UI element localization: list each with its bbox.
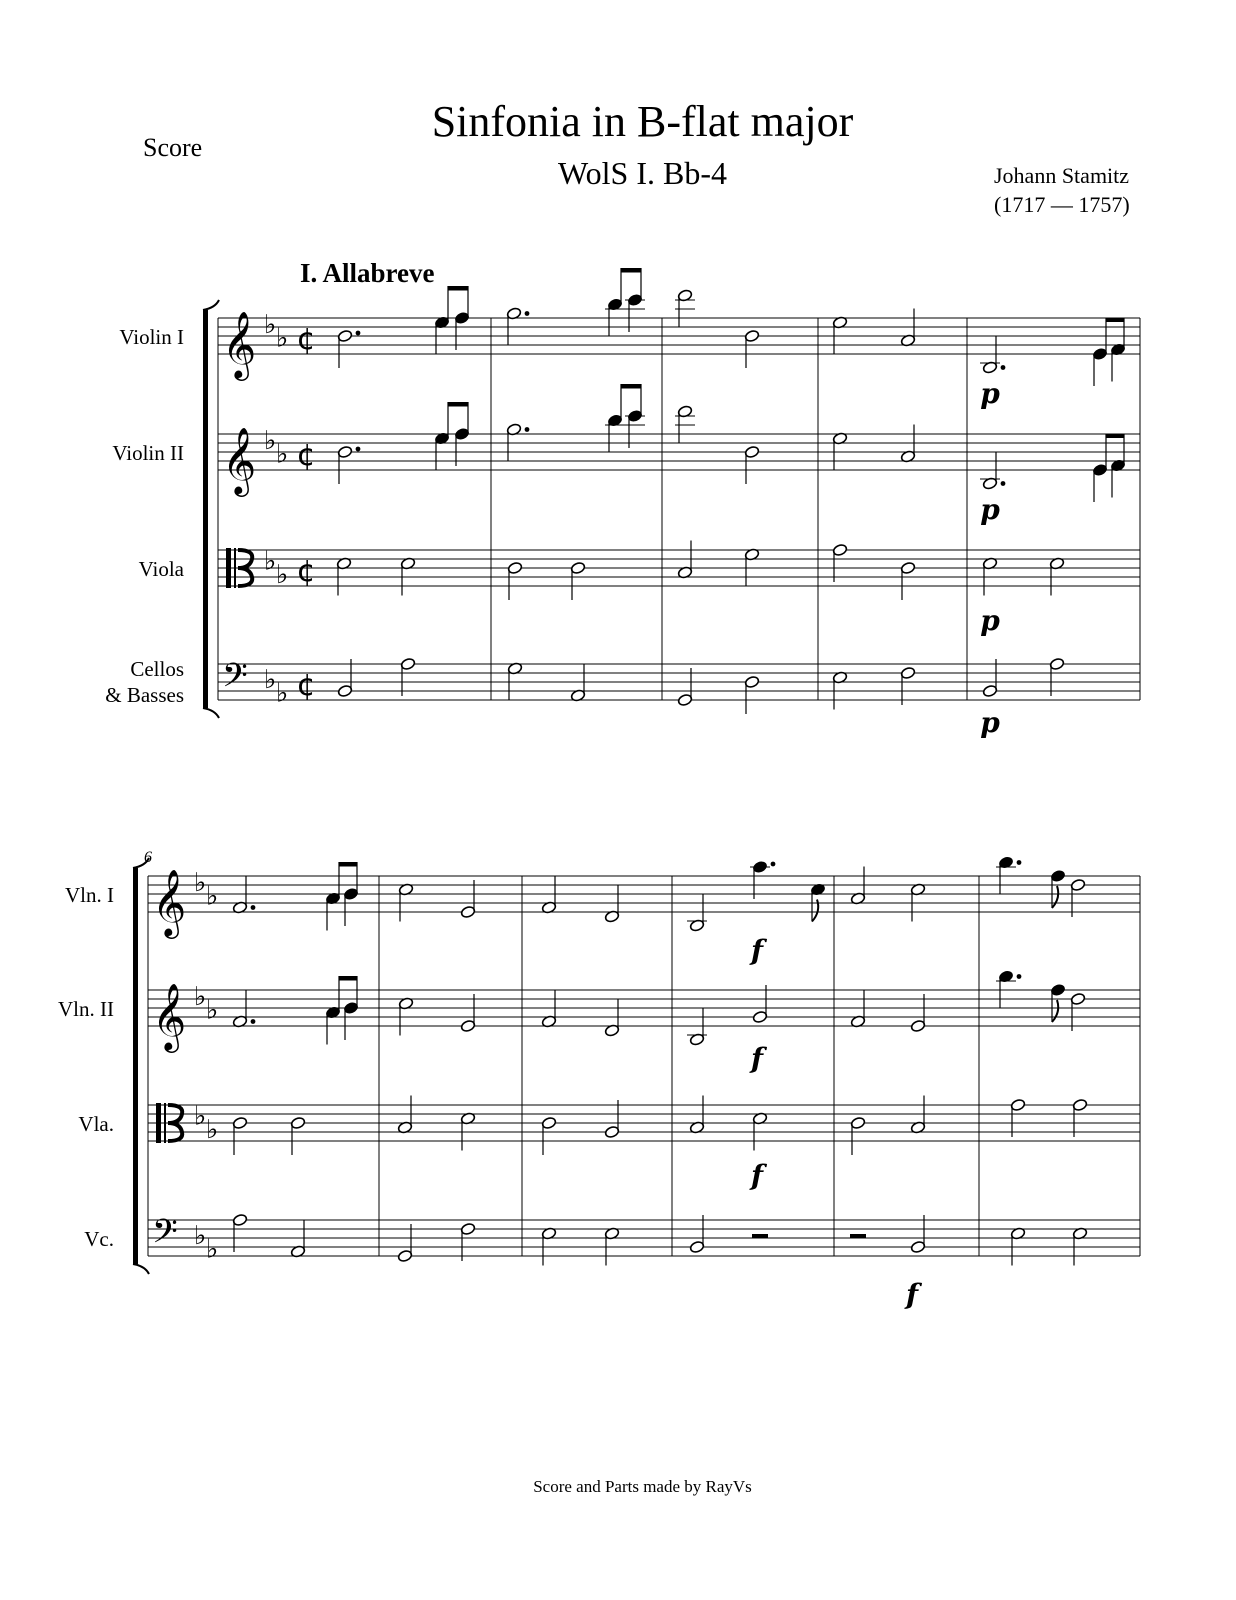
augmentation-dot [356,447,361,452]
flag [1052,1000,1058,1022]
treble-clef-icon: 𝄞 [222,310,257,378]
score-title: Sinfonia in B-flat major [431,97,854,146]
system-bracket [133,868,138,1264]
measure-number: 6 [144,849,152,866]
flat-icon: ♭ [206,1234,219,1265]
flat-icon: ♭ [194,868,207,898]
system-bracket [203,310,208,708]
composer-name: Johann Stamitz [994,163,1130,188]
alto-clef-icon [226,548,231,588]
instrument-name-line2: & Basses [105,683,184,707]
cut-time-icon: ¢ [296,554,316,589]
alto-clef-icon [164,1103,166,1143]
dynamic-marking: f [750,1159,764,1192]
beam [339,976,357,981]
flat-icon: ♭ [194,1221,207,1251]
composer-dates: (1717 — 1757) [994,192,1130,217]
cut-time-icon: ¢ [296,322,316,357]
bass-clef-icon: 𝄢 [152,1213,178,1259]
flat-icon: ♭ [206,995,219,1026]
beam [621,384,641,389]
augmentation-dot [525,427,530,432]
instrument-name: Vla. [78,1112,114,1136]
flat-icon: ♭ [194,982,207,1012]
beam [448,286,468,291]
instrument-name: Cellos [130,657,184,681]
dynamic-marking: p [980,604,1000,637]
flat-icon: ♭ [276,560,289,590]
catalog-number: WolS I. Bb-4 [558,155,727,191]
flat-icon: ♭ [264,546,277,577]
augmentation-dot [525,311,530,316]
flat-icon: ♭ [276,678,289,709]
augmentation-dot [1001,365,1006,370]
flat-icon: ♭ [194,1101,207,1132]
dynamic-marking: f [750,934,764,967]
bass-clef-icon: 𝄢 [222,657,248,703]
beam [1106,318,1124,323]
system-bracket [203,708,219,718]
flat-icon: ♭ [264,426,277,456]
augmentation-dot [1017,974,1022,979]
dynamic-marking: p [980,706,1000,739]
treble-clef-icon: 𝄞 [222,426,257,494]
footer-credit: Score and Parts made by RayVs [533,1477,752,1496]
instrument-name: Violin I [119,325,184,349]
movement-title: I. Allabreve [300,258,435,288]
beam [448,402,468,407]
half-rest [752,1234,768,1239]
flat-icon: ♭ [276,439,289,470]
instrument-name: Viola [138,557,184,581]
augmentation-dot [1017,860,1022,865]
instrument-name: Vln. II [58,997,114,1021]
system-bracket [133,1264,149,1274]
flat-icon: ♭ [264,310,277,340]
dynamic-marking: p [980,377,1000,410]
beam [621,268,641,273]
instrument-name: Violin II [112,441,184,465]
augmentation-dot [251,905,256,910]
augmentation-dot [251,1019,256,1024]
dynamic-marking: f [750,1042,764,1075]
augmentation-dot [771,862,776,867]
beam [1106,434,1124,439]
instrument-name: Vln. I [65,883,114,907]
instrument-name: Vc. [84,1227,114,1251]
treble-clef-icon: 𝄞 [152,868,187,936]
system-bracket [203,300,219,310]
dynamic-marking: f [905,1278,919,1311]
beam [339,862,357,867]
cut-time-icon: ¢ [296,668,316,703]
dynamic-marking: p [980,493,1000,526]
flag [1052,886,1058,908]
cut-time-icon: ¢ [296,438,316,473]
flat-icon: ♭ [206,1115,219,1145]
alto-clef-icon [234,548,236,588]
alto-clef-icon [156,1103,161,1143]
augmentation-dot [356,331,361,336]
score-label: Score [143,133,203,162]
treble-clef-icon: 𝄞 [152,982,187,1050]
flat-icon: ♭ [264,665,277,695]
flat-icon: ♭ [276,323,289,354]
augmentation-dot [1001,481,1006,486]
flat-icon: ♭ [206,881,219,912]
half-rest [850,1234,866,1239]
